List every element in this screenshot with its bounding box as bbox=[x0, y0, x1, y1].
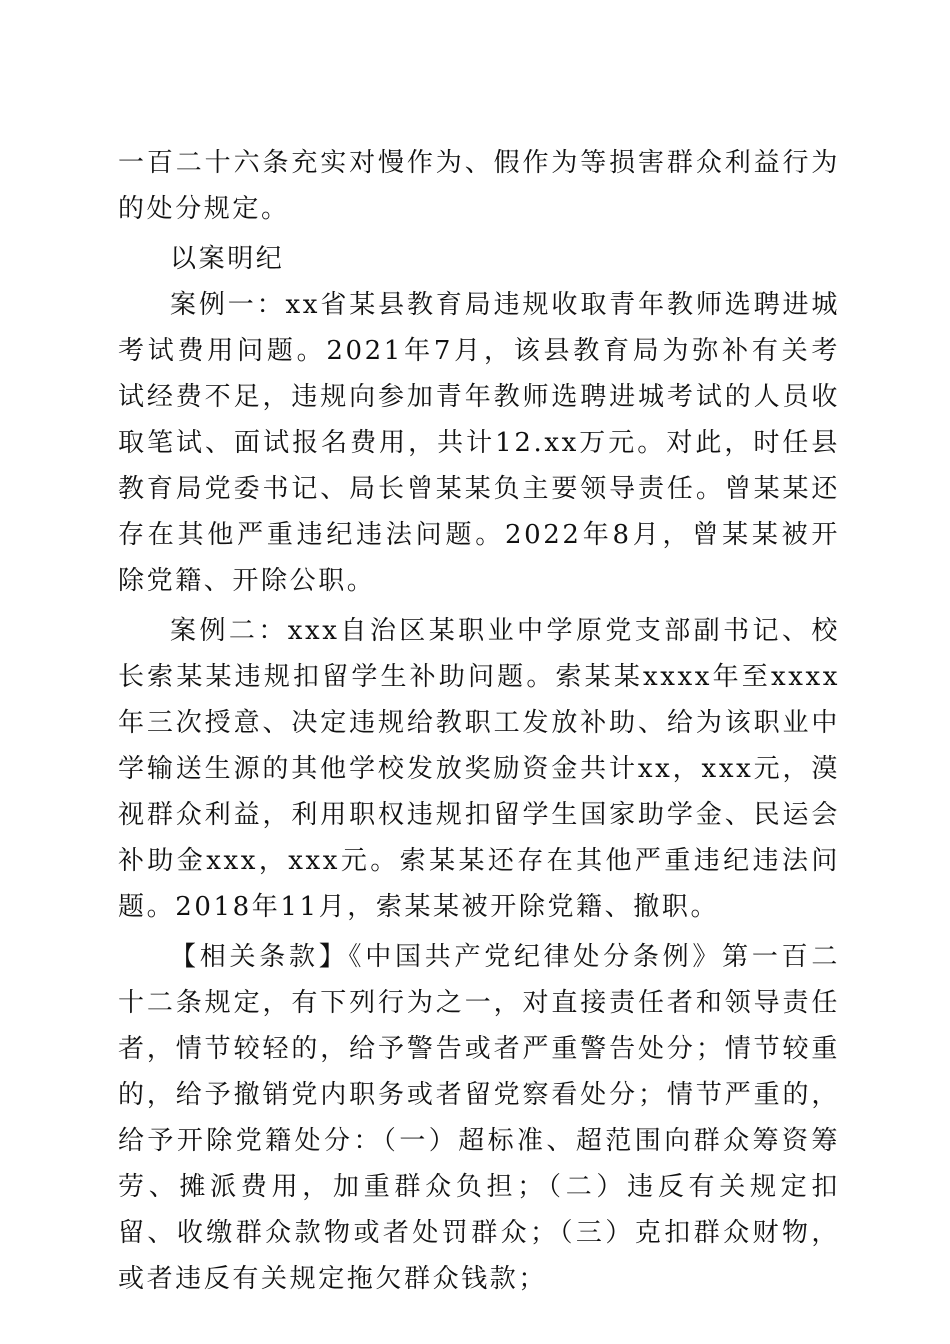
paragraph-case-one: 案例一：xx省某县教育局违规收取青年教师选聘进城考试费用问题。2021年7月，该县教育局为弥补有关考试经费不足，违规向参加青年教师选聘进城考试的人员收取笔试、面试报名费用，共计12.xx万元。对此，时任县教育局党委书记、局长曾某某负主要领导责任。曾某某还存在其他严重违纪违法问题。2022年8月，曾某某被开除党籍、开除公职。 bbox=[118, 290, 840, 596]
paragraph-continuation: 一百二十六条充实对慢作为、假作为等损害群众利益行为的处分规定。 bbox=[118, 148, 840, 224]
document-body bbox=[118, 140, 840, 1302]
paragraph-related-clause: 【相关条款】《中国共产党纪律处分条例》第一百二十二条规定，有下列行为之一，对直接责任者和领导责任者，情节较轻的，给予警告或者严重警告处分；情节较重的，给予撤销党内职务或者留党察看处分；情节严重的，给予开除党籍处分：（一）超标准、超范围向群众筹资筹劳、摊派费用，加重群众负担；（二）违反有关规定扣留、收缴群众款物或者处罚群众；（三）克扣群众财物，或者违反有关规定拖欠群众钱款； bbox=[118, 942, 840, 1294]
paragraph-case-two: 案例二：xxx自治区某职业中学原党支部副书记、校长索某某违规扣留学生补助问题。索某某xxxx年至xxxx年三次授意、决定违规给教职工发放补助、给为该职业中学输送生源的其他学校发放奖励资金共计xx，xxx元，漠视群众利益，利用职权违规扣留学生国家助学金、民运会补助金xxx，xxx元。索某某还存在其他严重违纪违法问题。2018年11月，索某某被开除党籍、撤职。 bbox=[118, 616, 840, 922]
section-heading: 以案明纪 bbox=[170, 244, 285, 274]
